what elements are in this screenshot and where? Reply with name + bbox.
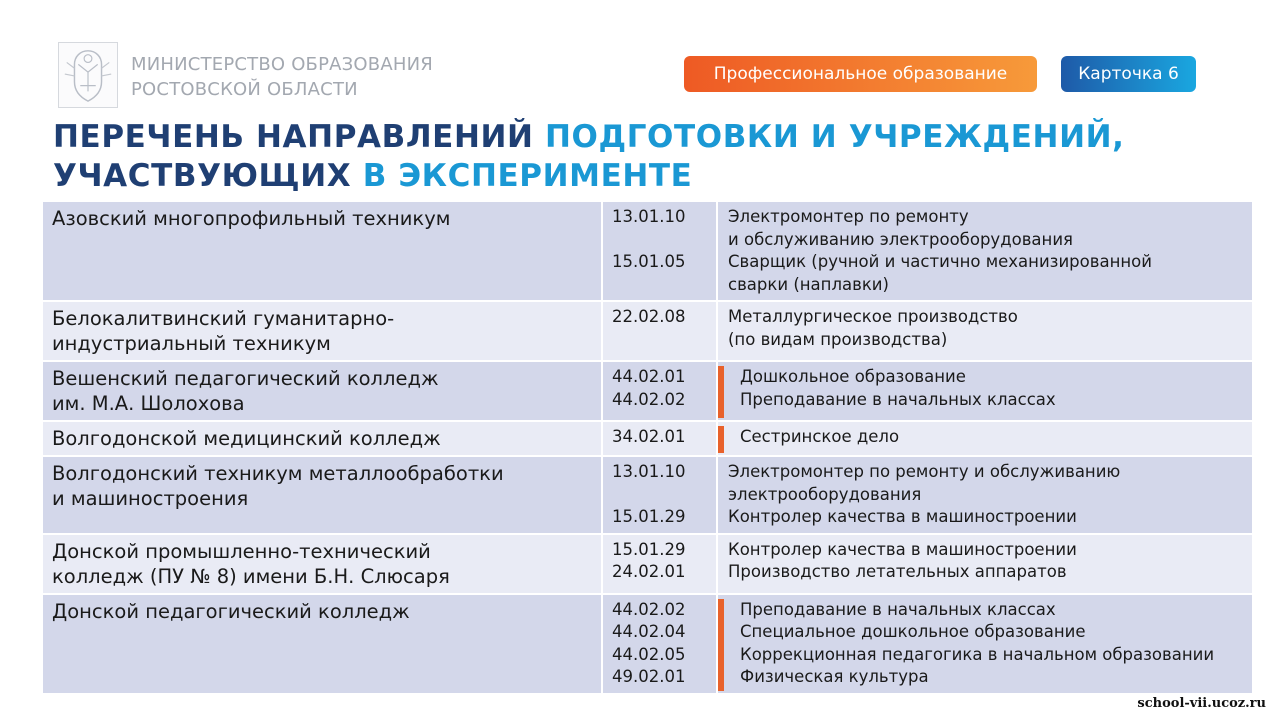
program-code: 15.01.05 <box>612 252 686 271</box>
institution-name: Белокалитвинский гуманитарно- <box>52 307 395 330</box>
coat-of-arms-icon <box>58 42 118 108</box>
institution-cell <box>43 456 602 534</box>
program-name: Преподавание в начальных классах <box>740 389 1056 409</box>
programs-cell <box>717 301 1252 361</box>
institution-name: Волгодонской медицинский колледж <box>52 427 441 450</box>
table-row <box>43 361 1252 421</box>
program-code: 24.02.01 <box>612 562 686 581</box>
program-name: Сестринское дело <box>740 427 900 446</box>
program-code: 13.01.10 <box>612 207 686 226</box>
ministry-line-2: РОСТОВСКОЙ ОБЛАСТИ <box>131 79 358 100</box>
programs-cell <box>717 361 1252 421</box>
institutions-table <box>43 202 1252 695</box>
institution-cell <box>43 421 602 456</box>
codes-cell <box>602 534 717 594</box>
table-row <box>43 421 1252 456</box>
program-name: Металлургическое производство <box>728 307 1018 326</box>
program-name: и обслуживанию электрооборудования <box>728 229 1073 249</box>
institution-name: Донской педагогический колледж <box>52 599 410 623</box>
program-code: 49.02.01 <box>612 667 686 686</box>
table-row <box>43 301 1252 361</box>
program-name: Преподавание в начальных классах <box>740 599 1056 619</box>
programs-cell <box>717 534 1252 594</box>
table-row <box>43 456 1252 534</box>
codes-cell <box>602 421 717 456</box>
program-code: 44.02.05 <box>612 644 686 664</box>
program-code: 44.02.02 <box>612 599 686 619</box>
code-spacer <box>612 229 716 252</box>
institution-cell <box>43 301 602 361</box>
program-name: Электромонтер по ремонту и обслуживанию <box>728 462 1121 481</box>
institution-name: Вешенский педагогический колледж <box>52 367 439 390</box>
table-row <box>43 594 1252 694</box>
code-spacer <box>612 484 716 507</box>
program-name: (по видам производства) <box>728 329 948 349</box>
table-row <box>43 534 1252 594</box>
institution-cell <box>43 361 602 421</box>
institution-name: колледж (ПУ № 8) имени Б.Н. Слюсаря <box>52 564 450 588</box>
institution-cell <box>43 202 602 301</box>
program-name: сварки (наплавки) <box>728 274 889 294</box>
category-badge: Профессиональное образование <box>684 56 1037 92</box>
institution-cell <box>43 594 602 694</box>
codes-cell <box>602 202 717 301</box>
card-number-badge: Карточка 6 <box>1061 56 1196 92</box>
program-code: 34.02.01 <box>612 427 686 446</box>
programs-cell <box>717 421 1252 456</box>
program-name: Сварщик (ручной и частично механизированной <box>728 252 1152 271</box>
codes-cell <box>602 594 717 694</box>
program-code: 15.01.29 <box>612 539 686 559</box>
codes-cell <box>602 301 717 361</box>
title-line2-light: В ЭКСПЕРИМЕНТЕ <box>362 158 693 194</box>
programs-cell <box>717 594 1252 694</box>
institution-name: Азовский многопрофильный техникум <box>52 207 451 230</box>
program-name: Электромонтер по ремонту <box>728 207 969 226</box>
program-name: Дошкольное образование <box>740 367 966 386</box>
program-name: Производство летательных аппаратов <box>728 562 1067 581</box>
program-name: Специальное дошкольное образование <box>740 622 1086 641</box>
title-line2-dark: УЧАСТВУЮЩИХ <box>53 158 363 194</box>
program-name: электрооборудования <box>728 484 922 504</box>
title-line1-light: ПОДГОТОВКИ И УЧРЕЖДЕНИЙ, <box>544 119 1125 155</box>
programs-cell <box>717 456 1252 534</box>
title-line1-dark: ПЕРЕЧЕНЬ НАПРАВЛЕНИЙ <box>53 119 545 155</box>
institution-name: Донской промышленно-технический <box>52 539 431 563</box>
program-name: Контролер качества в машиностроении <box>728 507 1077 526</box>
ministry-line-1: МИНИСТЕРСТВО ОБРАЗОВАНИЯ <box>131 54 433 75</box>
program-code: 44.02.02 <box>612 389 686 409</box>
institution-name: Волгодонский техникум металлообработки <box>52 462 504 485</box>
program-name: Контролер качества в машиностроении <box>728 539 1077 559</box>
program-code: 15.01.29 <box>612 507 686 526</box>
institution-cell <box>43 534 602 594</box>
programs-cell <box>717 202 1252 301</box>
site-watermark: school-vii.ucoz.ru <box>1137 696 1266 711</box>
program-code: 13.01.10 <box>612 462 686 481</box>
institution-name: им. М.А. Шолохова <box>52 392 245 415</box>
codes-cell <box>602 456 717 534</box>
program-name: Коррекционная педагогика в начальном образовании <box>740 644 1215 664</box>
program-code: 44.02.04 <box>612 622 686 641</box>
program-code: 22.02.08 <box>612 307 686 326</box>
ministry-name <box>131 52 451 102</box>
page-title <box>53 118 1233 196</box>
program-name: Физическая культура <box>740 667 929 686</box>
program-code: 44.02.01 <box>612 367 686 386</box>
codes-cell <box>602 361 717 421</box>
table-row <box>43 202 1252 301</box>
institution-name: индустриальный техникум <box>52 332 331 355</box>
institution-name: и машиностроения <box>52 487 249 510</box>
